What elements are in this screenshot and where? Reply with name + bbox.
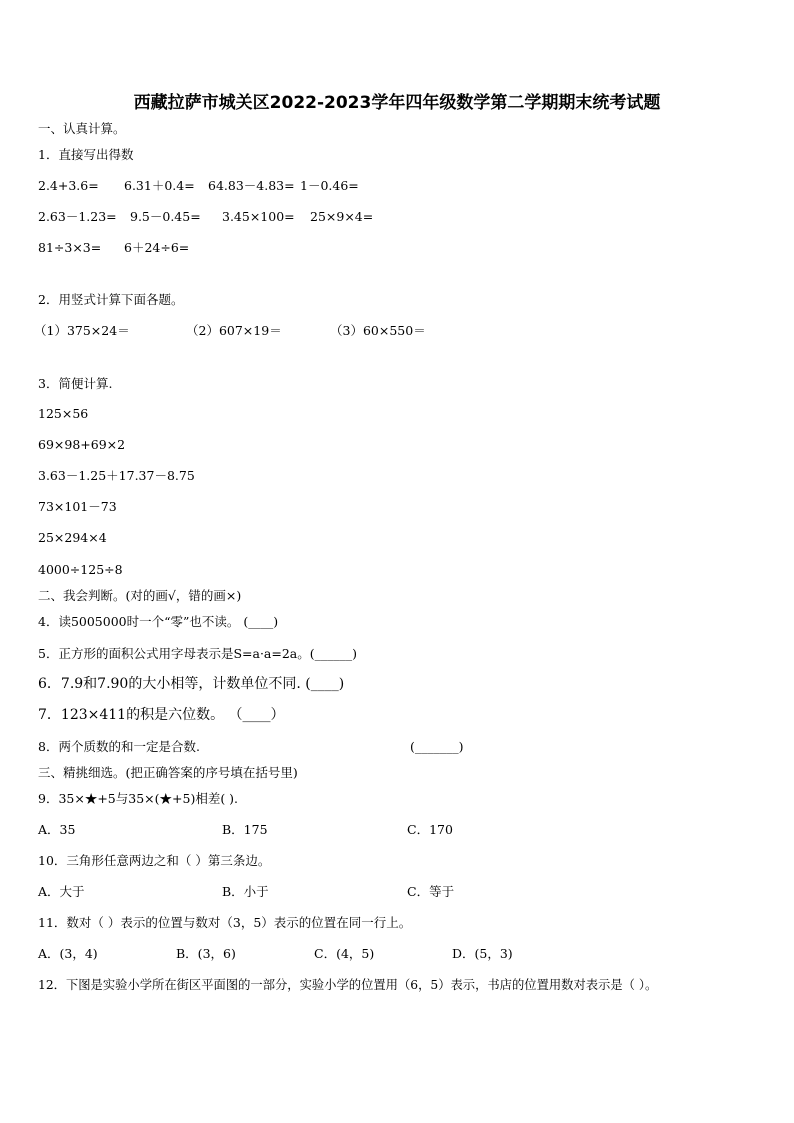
q2-stem: 2．用竖式计算下面各题。 (38, 292, 184, 307)
q2-item: （1）375×24＝ (34, 323, 130, 338)
q9-stem: 9．35×★+5与35×(★+5)相差( ). (38, 791, 239, 806)
q3-item: 69×98+69×2 (38, 437, 126, 452)
section2-heading: 二、我会判断。(对的画√，错的画×) (38, 588, 242, 603)
q3-item: 4000÷125÷8 (38, 562, 123, 577)
q9-option-a: A．35 (38, 822, 76, 837)
page-title: 西藏拉萨市城关区2022-2023学年四年级数学第二学期期末统考试题 (133, 93, 661, 113)
judge-item-6: 6．7.9和7.90的大小相等，计数单位不同. (____) (38, 676, 345, 692)
q3-stem: 3．简便计算. (38, 376, 113, 391)
judge-item-4: 4．读5005000时一个“零”也不读。 (____) (38, 614, 279, 629)
q11-option-c: C．(4，5) (314, 946, 375, 961)
q1-expr: 2.4+3.6= (38, 178, 99, 193)
q10-stem: 10．三角形任意两边之和（ ）第三条边。 (38, 853, 271, 868)
section1-heading: 一、认真计算。 (38, 121, 126, 136)
q1-expr: 1－0.46= (300, 178, 359, 193)
q1-expr: 6.31＋0.4= (124, 178, 195, 193)
q2-item: （2）607×19＝ (186, 323, 282, 338)
q9-option-c: C．170 (407, 822, 453, 837)
judge-item-7: 7．123×411的积是六位数。 （____） (38, 707, 285, 723)
q3-item: 3.63－1.25＋17.37－8.75 (38, 468, 195, 483)
q1-expr: 2.63－1.23= (38, 209, 117, 224)
q10-option-c: C．等于 (407, 884, 455, 899)
q12-stem: 12．下图是实验小学所在街区平面图的一部分，实验小学的位置用（6，5）表示，书店的位置用数对表示是（ ）。 (38, 978, 658, 992)
q10-option-a: A．大于 (38, 884, 85, 899)
q1-expr: 64.83－4.83= (208, 178, 295, 193)
judge-item-8-blank: (_______) (410, 739, 464, 754)
q11-option-a: A．(3，4) (38, 946, 98, 961)
q1-expr: 25×9×4= (310, 209, 374, 224)
q11-option-d: D．(5，3) (452, 946, 513, 961)
q3-item: 73×101－73 (38, 499, 117, 514)
q1-expr: 9.5－0.45= (130, 209, 201, 224)
q1-expr: 6＋24÷6= (124, 240, 190, 255)
q3-item: 25×294×4 (38, 530, 107, 545)
q10-option-b: B．小于 (222, 884, 269, 899)
q11-stem: 11．数对（ ）表示的位置与数对（3，5）表示的位置在同一行上。 (38, 915, 412, 930)
judge-item-5: 5．正方形的面积公式用字母表示是S=a·a=2a。(______) (38, 646, 358, 661)
section3-heading: 三、精挑细选。(把正确答案的序号填在括号里) (38, 765, 298, 780)
q3-item: 125×56 (38, 406, 89, 421)
q11-option-b: B．(3，6) (176, 946, 236, 961)
q1-stem: 1．直接写出得数 (38, 147, 134, 162)
q9-option-b: B．175 (222, 822, 268, 837)
q2-item: （3）60×550＝ (330, 323, 426, 338)
judge-item-8: 8．两个质数的和一定是合数. (38, 739, 200, 754)
q1-expr: 3.45×100= (222, 209, 295, 224)
q1-expr: 81÷3×3= (38, 240, 102, 255)
